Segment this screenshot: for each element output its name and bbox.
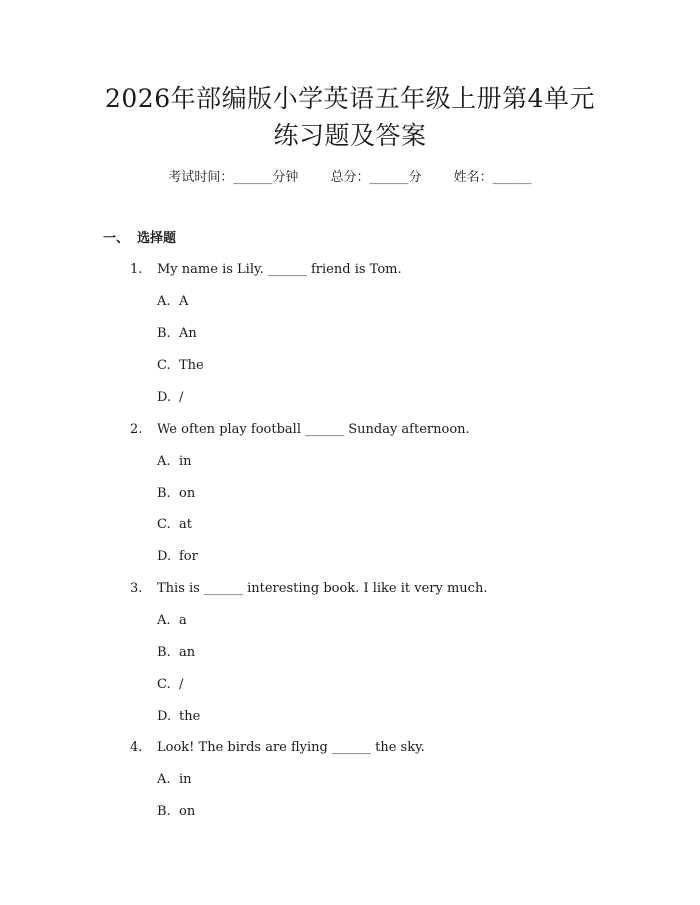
question-4 [130, 738, 425, 758]
question-2-option-b [157, 484, 195, 504]
option-letter: D. [157, 390, 172, 405]
option-text: the [179, 709, 201, 724]
exam-time: 考试时间：______分钟 [168, 170, 299, 185]
option-letter: A. [157, 454, 171, 469]
option-letter: C. [157, 677, 171, 692]
question-1-option-a [157, 292, 188, 312]
section-heading [103, 229, 176, 249]
question-text: Look! The birds are flying ______ the sky. [157, 740, 425, 755]
option-text: in [179, 772, 192, 787]
option-text: an [179, 645, 196, 660]
section-title: 选择题 [137, 231, 177, 246]
option-letter: B. [157, 804, 171, 819]
question-1-option-c [157, 356, 204, 376]
option-letter: C. [157, 358, 171, 373]
option-letter: D. [157, 549, 172, 564]
option-letter: B. [157, 645, 171, 660]
option-text: An [179, 326, 197, 341]
option-text: in [179, 454, 192, 469]
document-title [60, 80, 640, 154]
question-3-option-a [157, 611, 187, 631]
question-2 [130, 420, 470, 440]
question-2-option-d [157, 547, 198, 567]
exam-meta [0, 168, 700, 188]
exam-total-score: 总分：______分 [330, 170, 422, 185]
question-number: 4. [130, 740, 143, 755]
option-text: The [179, 358, 204, 373]
question-3-option-d [157, 707, 200, 727]
question-number: 1. [130, 262, 143, 277]
title-line-1: 2026年部编版小学英语五年级上册第4单元 [104, 84, 596, 113]
option-letter: B. [157, 326, 171, 341]
question-number: 3. [130, 581, 143, 596]
option-text: for [179, 549, 198, 564]
question-4-option-b [157, 802, 195, 822]
option-letter: B. [157, 486, 171, 501]
option-text: / [179, 390, 184, 405]
question-number: 2. [130, 422, 143, 437]
question-2-option-c [157, 515, 192, 535]
option-text: on [179, 486, 196, 501]
question-4-option-a [157, 770, 192, 790]
option-letter: A. [157, 613, 171, 628]
option-text: at [179, 517, 192, 532]
question-2-option-a [157, 452, 192, 472]
option-text: on [179, 804, 196, 819]
section-number: 一、 [103, 231, 130, 246]
question-3-option-c [157, 675, 183, 695]
option-text: A [179, 294, 189, 309]
option-text: / [179, 677, 184, 692]
option-letter: A. [157, 294, 171, 309]
question-text: This is ______ interesting book. I like it very much. [157, 581, 488, 596]
exam-name: 姓名：______ [453, 170, 532, 185]
option-letter: C. [157, 517, 171, 532]
question-1-option-b [157, 324, 197, 344]
question-3-option-b [157, 643, 195, 663]
question-1-option-d [157, 388, 183, 408]
question-3 [130, 579, 487, 599]
option-letter: D. [157, 709, 172, 724]
title-line-2: 练习题及答案 [273, 121, 427, 150]
question-text: My name is Lily. ______ friend is Tom. [157, 262, 402, 277]
question-1 [130, 260, 402, 280]
question-text: We often play football ______ Sunday afternoon. [157, 422, 470, 437]
option-letter: A. [157, 772, 171, 787]
option-text: a [179, 613, 187, 628]
